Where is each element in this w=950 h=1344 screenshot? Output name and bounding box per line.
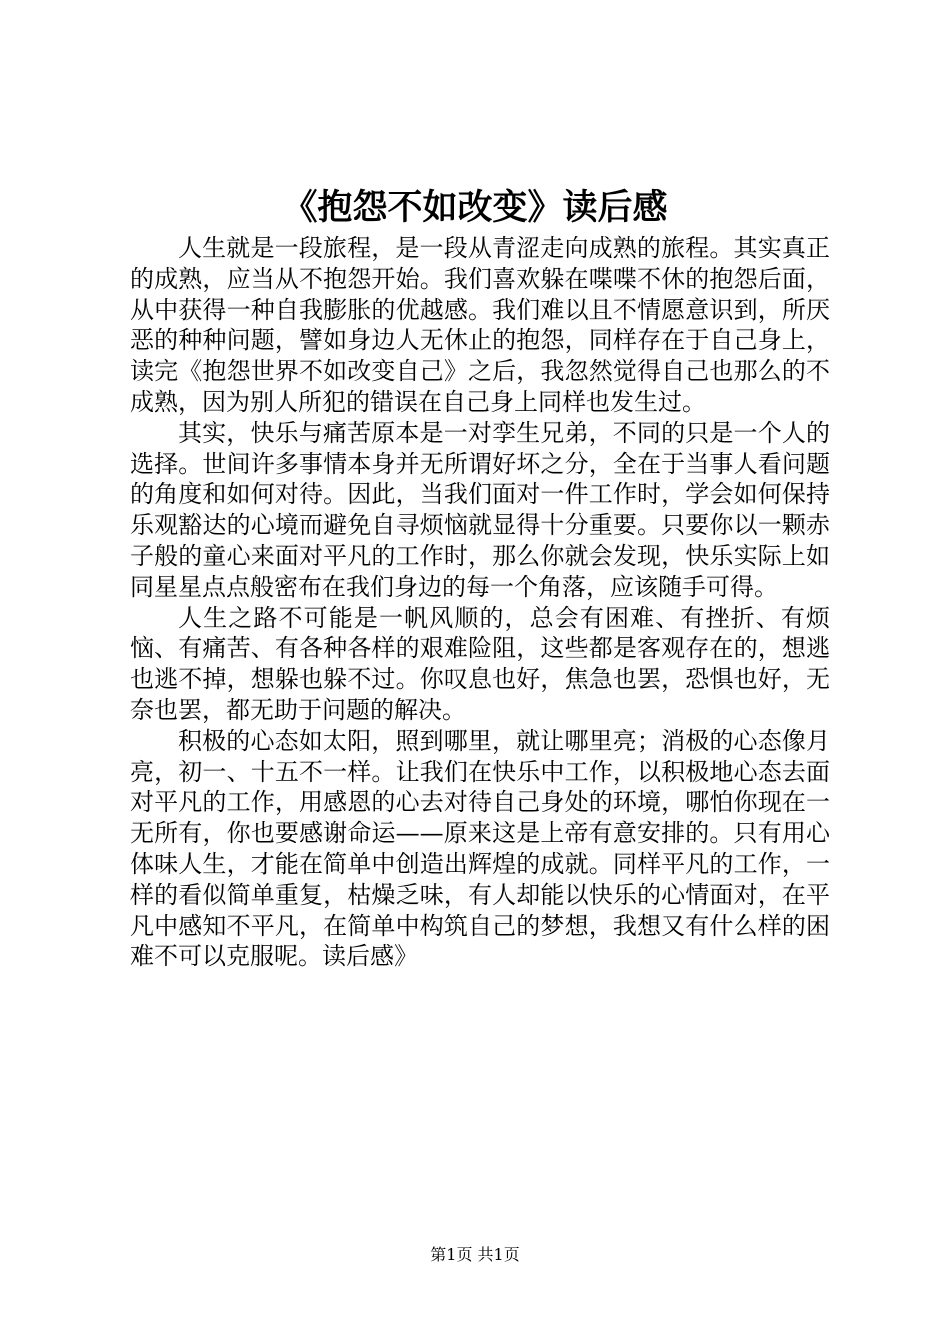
- paragraph-2: 其实，快乐与痛苦原本是一对孪生兄弟，不同的只是一个人的选择。世间许多事情本身并无所谓好坏之分，全在于当事人看问题的角度和如何对待。因此，当我们面对一件工作时，学会如何保持乐观豁达的心境而避免自寻烦恼就显得十分重要。只要你以一颗赤子般的童心来面对平凡的工作时，那么你就会发现，快乐实际上如同星星点点般密布在我们身边的每一个角落，应该随手可得。: [130, 418, 830, 601]
- paragraph-3: 人生之路不可能是一帆风顺的，总会有困难、有挫折、有烦恼、有痛苦、有各种各样的艰难险阻，这些都是客观存在的，想逃也逃不掉，想躲也躲不过。你叹息也好，焦急也罢，恐惧也好，无奈也罢，都无助于问题的解决。: [130, 603, 830, 724]
- paragraph-4: 积极的心态如太阳，照到哪里，就让哪里亮；消极的心态像月亮，初一、十五不一样。让我们在快乐中工作，以积极地心态去面对平凡的工作，用感恩的心去对待自己身处的环境，哪怕你现在一无所有，你也要感谢命运——原来这是上帝有意安排的。只有用心体味人生，才能在简单中创造出辉煌的成就。同样平凡的工作，一样的看似简单重复，枯燥乏味，有人却能以快乐的心情面对，在平凡中感知不平凡，在简单中构筑自己的梦想，我想又有什么样的困难不可以克服呢。读后感》: [130, 726, 830, 971]
- document-body: [130, 233, 830, 972]
- page-footer: 第1页 共1页: [430, 1245, 520, 1264]
- document-title: 《抱怨不如改变》读后感: [282, 187, 668, 228]
- paragraph-1: 人生就是一段旅程，是一段从青涩走向成熟的旅程。其实真正的成熟，应当从不抱怨开始。我们喜欢躲在喋喋不休的抱怨后面，从中获得一种自我膨胀的优越感。我们难以且不情愿意识到，所厌恶的种种问题，譬如身边人无休止的抱怨，同样存在于自己身上，读完《抱怨世界不如改变自己》之后，我忽然觉得自己也那么的不成熟，因为别人所犯的错误在自己身上同样也发生过。: [130, 234, 830, 416]
